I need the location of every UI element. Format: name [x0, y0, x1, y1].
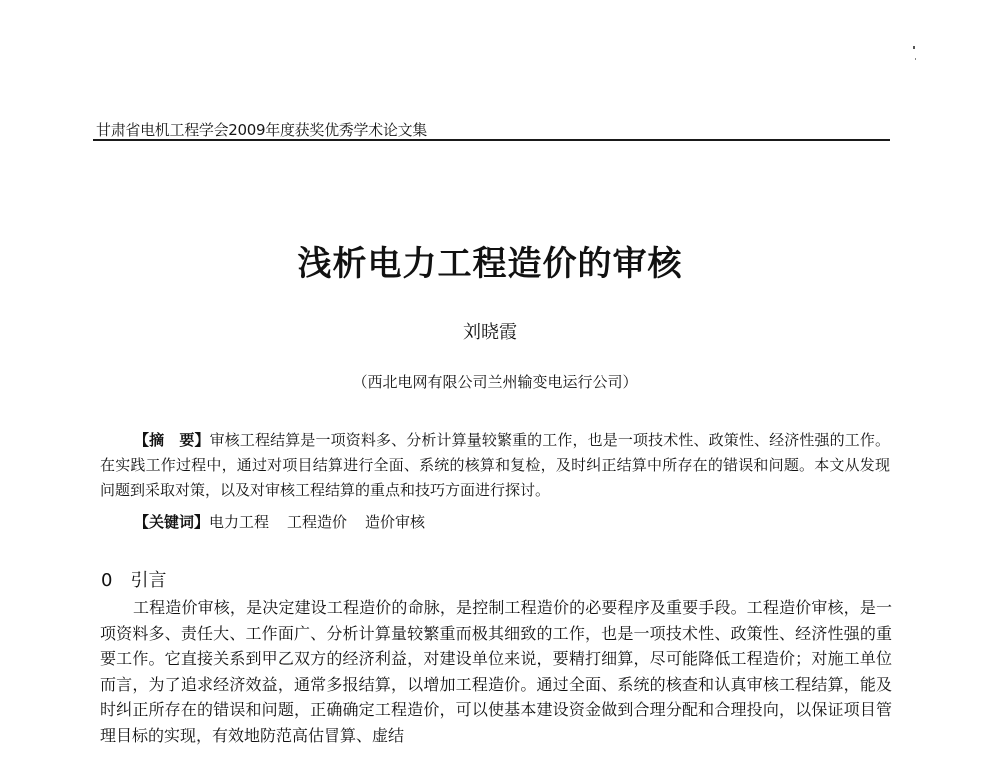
- keyword: 造价审核: [365, 513, 426, 531]
- scan-artifact: [913, 46, 915, 49]
- body-paragraph: 工程造价审核，是决定建设工程造价的命脉，是控制工程造价的必要程序及重要手段。工程造价审核，是一项资料多、责任大、工作面广、分析计算量较繁重而极其细致的工作，也是一项技术性、政策性、经济性强的重要工作。它直接关系到甲乙双方的经济利益，对建设单位来说，要精打细算，尽可能降低工程造价；对施工单位而言，为了追求经济效益，通常多报结算，以增加工程造价。通过全面、系统的核查和认真审核工程结算，能及时纠正所存在的错误和问题，正确确定工程造价，可以使基本建设资金做到合理分配和合理投向，以保证项目管理目标的实现，有效地防范高估冒算、虚结: [100, 598, 892, 745]
- keyword: 工程造价: [287, 513, 348, 531]
- abstract: [100, 428, 890, 503]
- scan-artifact: [915, 58, 916, 60]
- header-rule: [93, 139, 890, 141]
- keywords-label: 【关键词】: [134, 513, 210, 531]
- section-heading: [101, 566, 166, 592]
- running-header: 甘肃省电机工程学会2009年度获奖优秀学术论文集: [96, 121, 427, 139]
- keyword: 电力工程: [209, 513, 270, 531]
- abstract-text: 审核工程结算是一项资料多、分析计算量较繁重的工作，也是一项技术性、政策性、经济性强的工作。在实践工作过程中，通过对项目结算进行全面、系统的核算和复检，及时纠正结算中所存在的错误和问题。本文从发现问题到采取对策，以及对审核工程结算的重点和技巧方面进行探讨。: [100, 431, 890, 499]
- section-number: 0: [101, 570, 113, 591]
- paper-title: 浅析电力工程造价的审核: [297, 244, 683, 284]
- keywords: [134, 511, 443, 532]
- author-name: 刘晓霞: [463, 322, 517, 343]
- abstract-label: 【摘 要】: [134, 431, 210, 449]
- section-title: 引言: [130, 570, 167, 591]
- author-affiliation: （西北电网有限公司兰州输变电运行公司）: [352, 373, 638, 391]
